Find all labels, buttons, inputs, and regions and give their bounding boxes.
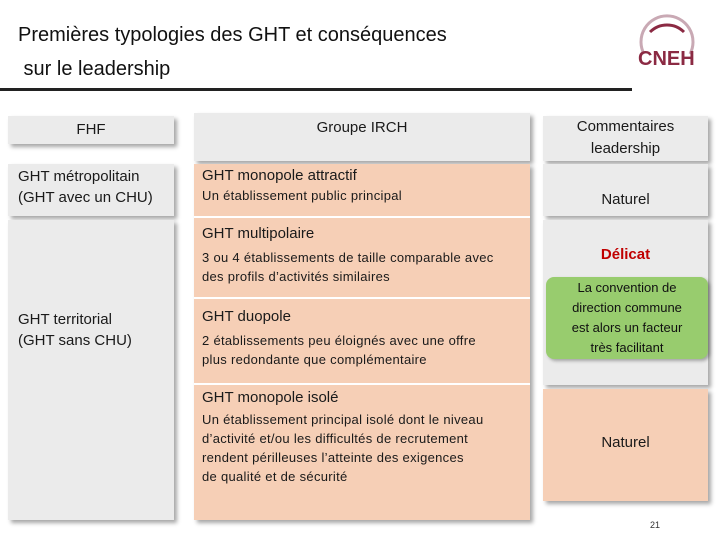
row-desc: d’activité et/ou les difficultés de recrutement [202,431,469,446]
comment-naturel-2-box [543,389,708,501]
row-duopole [202,307,476,369]
row-desc: des profils d’activités similaires [202,269,390,284]
row-desc: 2 établissements peu éloignés avec une offre [202,333,476,348]
comment-convention-box [546,277,708,359]
row-monopole-isole [202,388,483,486]
terr-label-2: (GHT sans CHU) [18,332,132,349]
row-title: GHT duopole [202,308,291,325]
title-line-2: sur le leadership [18,58,171,80]
convention-line-3: est alors un facteur [571,320,683,335]
row-desc: plus redondante que complémentaire [202,352,427,367]
row-desc: Un établissement principal isolé dont le niveau [202,412,484,427]
row-divider [194,383,530,385]
row-desc: rendent périlleuses l’atteinte des exigences [202,450,464,465]
metro-label-1: GHT métropolitain [18,168,140,185]
title-line-1: Premières typologies des GHT et conséquences [18,24,447,46]
convention-line-4: très facilitant [590,340,664,355]
row-title: GHT multipolaire [202,225,315,242]
row-title: GHT monopole attractif [202,167,357,184]
convention-line-1: La convention de [577,280,677,295]
row-multipolaire [202,224,494,286]
row-desc: 3 ou 4 établissements de taille comparable avec [202,250,494,265]
row-divider [194,297,530,299]
row-title: GHT monopole isolé [202,389,339,406]
terr-label-1: GHT territorial [18,311,112,328]
row-desc: Un établissement public principal [202,188,402,203]
middle-column [194,164,530,520]
page-title [18,18,447,86]
page-number: 21 [650,520,661,530]
comment-naturel-2: Naturel [601,434,650,451]
row-divider [194,216,530,218]
header-comments-line1: Commentaires [576,118,675,135]
cneh-logo [624,14,710,86]
header-fhf [8,116,174,144]
metro-label-2: (GHT avec un CHU) [18,189,153,206]
title-divider [0,88,632,91]
left-metropolitain [8,164,174,216]
row-desc: de qualité et de sécurité [202,469,348,484]
header-comments-line2: leadership [590,140,661,157]
comment-delicat: Délicat [600,246,651,263]
row-monopole-attractif [202,166,402,205]
comment-naturel-1: Naturel [601,191,650,208]
logo-text: CNEH [638,48,695,70]
header-comments [543,116,708,161]
header-irch [194,113,530,161]
header-irch-label: Groupe IRCH [316,119,408,136]
comment-naturel-1-box [543,164,708,216]
left-territorial [8,220,174,520]
header-fhf-label: FHF [76,121,106,138]
convention-line-2: direction commune [572,300,682,315]
